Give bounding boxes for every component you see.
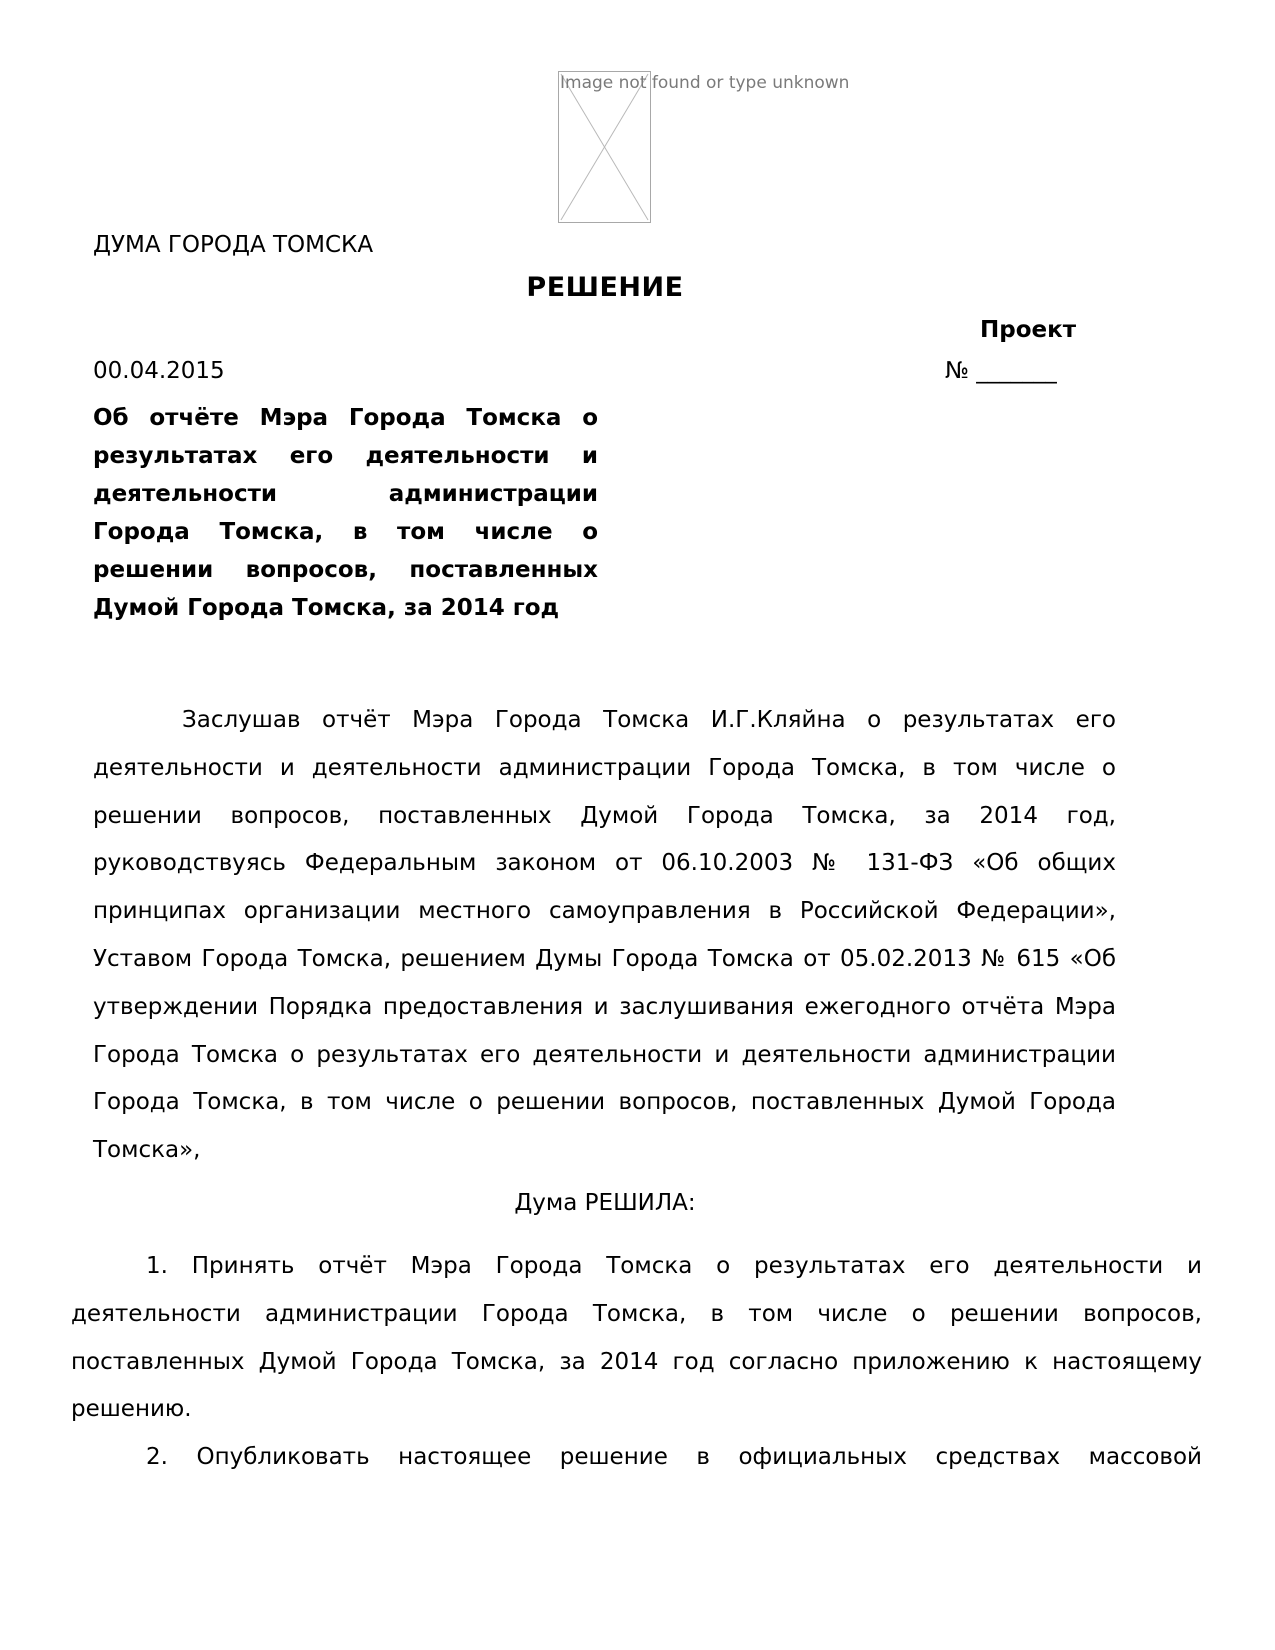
resolution-item-2: 2. Опубликовать настоящее решение в официальных средствах массовой <box>146 1444 1202 1470</box>
broken-image-icon <box>559 72 650 222</box>
preamble-paragraph: Заслушав отчёт Мэра Города Томска И.Г.Кляйна о результатах его деятельности и деятельности администрации Города Томска, в том числе о решении вопросов, поставленных Думой Города Томска, за 2014 год, руководствуясь Федеральным законом от 06.10.2003 № 131-ФЗ «Об общих принципах организации местного самоуправления в Российской Федерации», Уставом Города Томска, решением Думы Города Томска от 05.02.2013 № 615 «Об утверждении Порядка предоставления и заслушивания ежегодного отчёта Мэра Города Томска о результатах его деятельности и деятельности администрации Города Томска, в том числе о решении вопросов, поставленных Думой Города Томска», <box>93 707 1116 1164</box>
resolution-item-1: 1. Принять отчёт Мэра Города Томска о результатах его деятельности и деятельности администрации Города Томска, в том числе о решении вопросов, поставленных Думой Города Томска, за 2014 год согласно приложению к настоящему решению. <box>71 1253 1202 1423</box>
broken-image-placeholder <box>558 71 651 223</box>
organization-name: ДУМА ГОРОДА ТОМСКА <box>93 232 374 258</box>
draft-label: Проект <box>980 317 1077 343</box>
document-date: 00.04.2015 <box>93 358 225 384</box>
document-type-title: РЕШЕНИЕ <box>526 272 684 303</box>
resolution-heading: Дума РЕШИЛА: <box>514 1190 696 1216</box>
image-alt-text: Image not found or type unknown <box>560 73 850 93</box>
document-subject: Об отчёте Мэра Города Томска о результатах его деятельности и деятельности администрации Города Томска, в том числе о решении вопросов, поставленных Думой Города Томска, за 2014 год <box>93 405 598 621</box>
document-number: № _______ <box>945 358 1057 384</box>
